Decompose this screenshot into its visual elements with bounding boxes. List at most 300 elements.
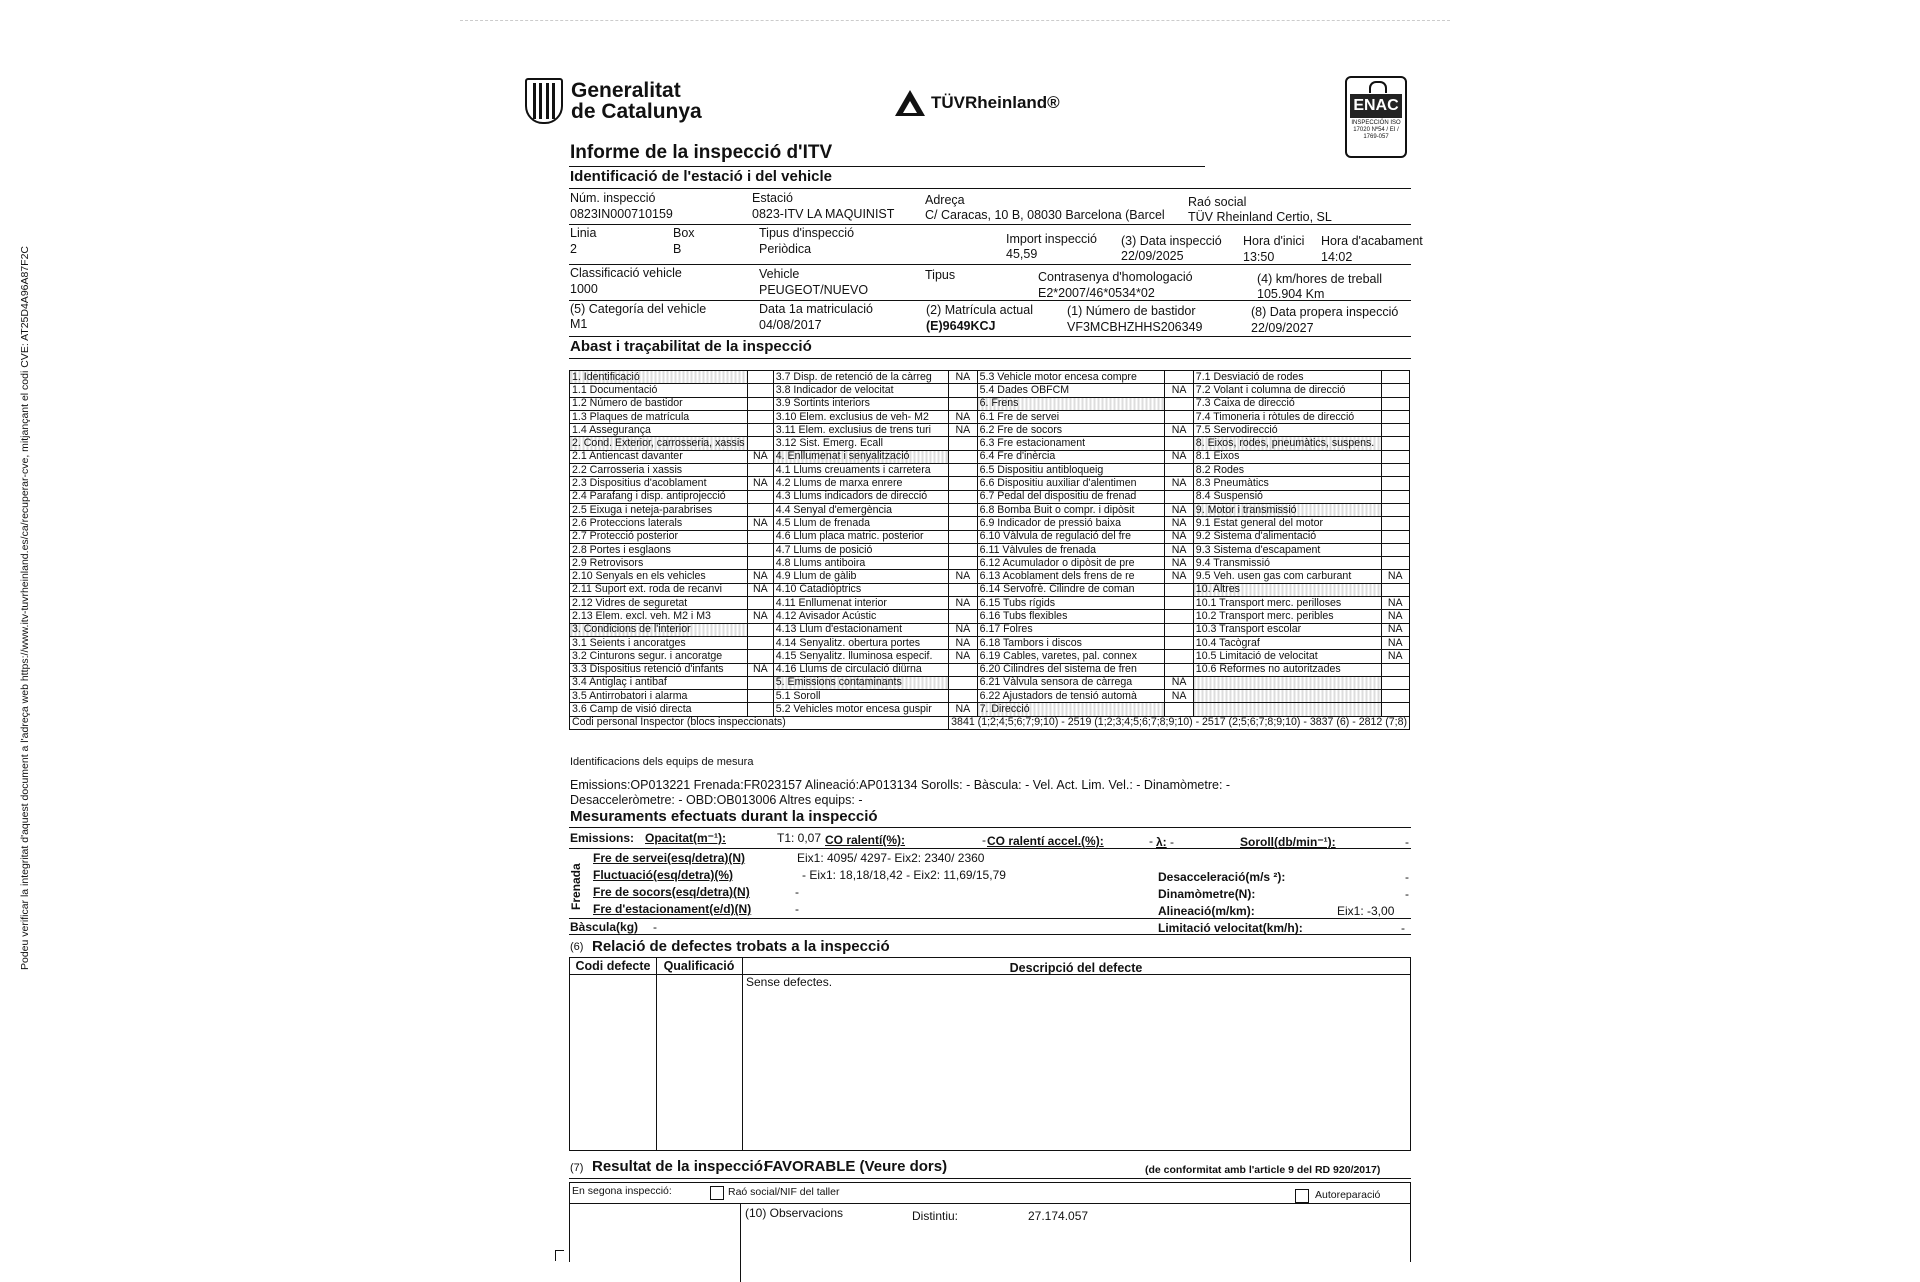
label-co-ralenti: CO ralentí(%):: [825, 833, 906, 847]
scope-na-cell: [949, 530, 977, 543]
tuv-name: TÜVRheinland®: [931, 93, 1060, 112]
col-codi-defecte: Codi defecte: [575, 959, 651, 973]
scope-na-cell: [747, 690, 773, 703]
scope-item-cell: 2.4 Parafang i disp. antiprojecció: [570, 490, 748, 503]
page-title: Informe de la inspecció d'ITV: [570, 142, 833, 163]
scope-na-cell: [949, 517, 977, 530]
scope-row: [570, 384, 1410, 397]
scope-item-cell: 2.3 Dispositius d'acoblament: [570, 477, 748, 490]
scope-row: [570, 503, 1410, 516]
scope-item-cell: 9.5 Veh. usen gas com carburant: [1193, 570, 1381, 583]
label-bastidor: (1) Número de bastidor: [1067, 304, 1196, 318]
scope-item-cell: 6.9 Indicador de pressió baixa: [977, 517, 1165, 530]
scope-item-cell: 6.4 Fre d'inèrcia: [977, 450, 1165, 463]
label-distintiu: Distintiu:: [912, 1209, 959, 1223]
scope-na-cell: NA: [747, 477, 773, 490]
scope-item-cell: 3.11 Elem. exclusius de trens turi: [773, 424, 948, 437]
scan-top-edge: [460, 20, 1450, 21]
label-tipus: Tipus: [925, 268, 956, 282]
scope-item-cell: 6.22 Ajustadors de tensió automà: [977, 690, 1165, 703]
scope-item-cell: 10. Altres: [1193, 583, 1381, 596]
label-rao-taller: Raó social/NIF del taller: [728, 1186, 840, 1198]
rao-social-checkbox[interactable]: [710, 1186, 724, 1200]
defects-number: (6): [570, 941, 584, 953]
scope-na-cell: NA: [1381, 610, 1410, 623]
value-adreca: C/ Caracas, 10 B, 08030 Barcelona (Barcel: [925, 208, 1165, 222]
scope-item-cell: 3.3 Dispositius retenció d'infants: [570, 663, 748, 676]
scope-na-cell: [1381, 410, 1410, 423]
scope-na-cell: [1381, 464, 1410, 477]
col-descripcio: Descripció del defecte: [1009, 961, 1143, 975]
value-km: 105.904 Km: [1257, 287, 1325, 301]
scope-na-cell: [1165, 610, 1193, 623]
scope-item-cell: 3.6 Camp de visió directa: [570, 703, 748, 716]
scope-item-cell: 6.15 Tubs rígids: [977, 597, 1165, 610]
scope-item-cell: 6.13 Acoblament dels frens de re: [977, 570, 1165, 583]
scope-item-cell: 1.4 Assegurança: [570, 424, 748, 437]
label-adreca: Adreça: [925, 193, 965, 207]
value-estacio: 0823-ITV LA MAQUINIST: [752, 207, 895, 221]
scope-na-cell: [1381, 543, 1410, 556]
label-classificacio: Classificació vehicle: [570, 266, 682, 280]
scope-item-cell: 6.10 Vàlvula de regulació del fre: [977, 530, 1165, 543]
enac-seal: [1345, 76, 1407, 158]
scope-na-cell: NA: [1381, 636, 1410, 649]
scope-na-cell: NA: [747, 450, 773, 463]
scope-item-cell: 4.9 Llum de gàlib: [773, 570, 948, 583]
scope-row: [570, 450, 1410, 463]
label-soroll: Soroll(db/min⁻¹):: [1240, 835, 1336, 849]
scope-item-cell: 9.2 Sistema d'alimentació: [1193, 530, 1381, 543]
label-lambda: λ:: [1156, 835, 1167, 849]
scope-item-cell: [1193, 676, 1381, 689]
enac-sub: INSPECCIÓN ISO 17020 Nº54 / EI / 1769-057: [1351, 120, 1401, 140]
scope-na-cell: NA: [1381, 570, 1410, 583]
scope-item-cell: 1.3 Plaques de matrícula: [570, 410, 748, 423]
value-matricula: (E)9649KCJ: [926, 319, 996, 333]
scope-item-cell: 4.15 Senyalitz. lluminosa especif.: [773, 650, 948, 663]
scope-row: [570, 703, 1410, 716]
scope-na-cell: NA: [949, 636, 977, 649]
label-hora-acabament: Hora d'acabament: [1321, 234, 1423, 248]
scope-row: [570, 437, 1410, 450]
scope-item-cell: 9.4 Transmissió: [1193, 557, 1381, 570]
itv-report-page: [515, 68, 1423, 1260]
label-segona-inspeccio: En segona inspecció:: [572, 1185, 672, 1197]
value-classificacio: 1000: [570, 282, 598, 296]
scope-row: [570, 636, 1410, 649]
scope-item-cell: 2.11 Suport ext. roda de recanvi: [570, 583, 748, 596]
scope-na-cell: NA: [1165, 503, 1193, 516]
scope-na-cell: [1165, 437, 1193, 450]
scope-row: [570, 676, 1410, 689]
value-import: 45,59: [1006, 247, 1038, 261]
scope-item-cell: 6.21 Vàlvula sensora de càrrega: [977, 676, 1165, 689]
scope-item-cell: 6.16 Tubs flexibles: [977, 610, 1165, 623]
value-hora-inici: 13:50: [1243, 250, 1275, 264]
scope-na-cell: NA: [747, 610, 773, 623]
scope-na-cell: [949, 610, 977, 623]
scope-item-cell: 7.2 Volant i columna de direcció: [1193, 384, 1381, 397]
value-propera-inspeccio: 22/09/2027: [1251, 321, 1314, 335]
label-rao-social: Raó social: [1188, 195, 1247, 209]
scope-na-cell: [949, 690, 977, 703]
scope-row: [570, 464, 1410, 477]
scope-na-cell: NA: [1381, 623, 1410, 636]
label-emissions: Emissions:: [570, 831, 635, 845]
scope-item-cell: 10.4 Tacògraf: [1193, 636, 1381, 649]
scope-item-cell: 4.3 Llums indicadors de direcció: [773, 490, 948, 503]
scope-na-cell: NA: [1165, 477, 1193, 490]
value-categoria: M1: [570, 317, 588, 331]
generalitat-line1: Generalitat: [571, 79, 681, 102]
scope-na-cell: [949, 663, 977, 676]
scope-item-cell: 6.6 Dispositiu auxiliar d'alentimen: [977, 477, 1165, 490]
scope-na-cell: [949, 676, 977, 689]
value-soroll: -: [1405, 835, 1409, 849]
scope-na-cell: [1381, 517, 1410, 530]
scope-na-cell: NA: [949, 623, 977, 636]
scope-na-cell: NA: [747, 663, 773, 676]
scope-na-cell: [747, 676, 773, 689]
label-fre-socors: Fre de socors(esq/detra)(N): [593, 885, 750, 899]
value-alineacio: Eix1: -3,00: [1337, 904, 1395, 918]
scope-na-cell: [1165, 490, 1193, 503]
label-matricula: (2) Matrícula actual: [926, 303, 1033, 317]
scope-na-cell: [1165, 650, 1193, 663]
scope-na-cell: [1165, 623, 1193, 636]
scope-item-cell: 6.17 Folres: [977, 623, 1165, 636]
value-limitacio: -: [1401, 921, 1405, 935]
value-data-matriculacio: 04/08/2017: [759, 318, 822, 332]
scope-item-cell: 8.3 Pneumàtics: [1193, 477, 1381, 490]
autoreparacio-checkbox[interactable]: [1295, 1189, 1309, 1203]
scope-item-cell: 2.8 Portes i esglaons: [570, 543, 748, 556]
scope-na-cell: NA: [1165, 384, 1193, 397]
label-linia: Linia: [570, 226, 597, 240]
scope-na-cell: [949, 384, 977, 397]
scope-item-cell: 8.1 Eixos: [1193, 450, 1381, 463]
scope-row: [570, 663, 1410, 676]
value-contrasenya: E2*2007/46*0534*02: [1038, 286, 1155, 300]
scope-item-cell: 4.7 Llums de posició: [773, 543, 948, 556]
scope-item-cell: 4.14 Senyalitz. obertura portes: [773, 636, 948, 649]
crown-icon: [1369, 81, 1387, 93]
label-data-matriculacio: Data 1a matriculació: [759, 302, 873, 316]
cve-side-note: Podeu verificar la integritat d'aquest document a l'adreça web https://www.itv-tuvrheinland.es/ca/recuperar-cve, mitjançant el codi CVE: AT25D4A96A87F2C: [19, 245, 31, 970]
label-alineacio: Alineació(m/km):: [1158, 904, 1255, 918]
scope-na-cell: [949, 450, 977, 463]
label-km: (4) km/hores de treball: [1257, 272, 1383, 286]
scope-na-cell: [949, 557, 977, 570]
scope-item-cell: 7.1 Desviació de rodes: [1193, 371, 1381, 384]
section-defects-title: Relació de defectes trobats a la inspecció: [592, 938, 890, 955]
section-scope-title: Abast i traçabilitat de la inspecció: [570, 338, 812, 355]
scope-item-cell: 6. Frens: [977, 397, 1165, 410]
label-observacions: (10) Observacions: [745, 1206, 844, 1220]
value-data-inspeccio: 22/09/2025: [1121, 249, 1184, 263]
scope-na-cell: [1381, 703, 1410, 716]
value-desacc: -: [1405, 870, 1409, 884]
scope-item-cell: 6.2 Fre de socors: [977, 424, 1165, 437]
result-value: FAVORABLE (Veure dors): [764, 1158, 948, 1175]
scope-item-cell: 3.9 Sortints interiors: [773, 397, 948, 410]
scope-item-cell: 3.7 Disp. de retenció de la càrreg: [773, 371, 948, 384]
scope-item-cell: 2.9 Retrovisors: [570, 557, 748, 570]
scope-item-cell: 3.2 Cinturons segur. i ancoratge: [570, 650, 748, 663]
scope-table: [569, 370, 1410, 730]
scope-na-cell: [949, 543, 977, 556]
scope-na-cell: [747, 703, 773, 716]
scope-item-cell: 2.5 Eixuga i neteja-parabrises: [570, 503, 748, 516]
label-estacio: Estació: [752, 191, 793, 205]
scope-item-cell: 2.10 Senyals en els vehicles: [570, 570, 748, 583]
label-fluctuacio: Fluctuació(esq/detra)(%): [593, 868, 734, 882]
scope-na-cell: [1165, 636, 1193, 649]
section-measurements-title: Mesuraments efectuats durant la inspecció: [570, 808, 878, 825]
scope-na-cell: [1381, 530, 1410, 543]
generalitat-emblem-icon: [525, 78, 563, 124]
tuv-triangle-icon: [895, 90, 925, 116]
scope-row: [570, 490, 1410, 503]
scope-item-cell: 4.12 Avisador Acústic: [773, 610, 948, 623]
value-co-accel: -: [1149, 834, 1153, 848]
scope-na-cell: [1381, 676, 1410, 689]
scope-item-cell: 4.5 Llum de frenada: [773, 517, 948, 530]
inspector-row: [570, 716, 1410, 729]
scope-item-cell: 3.8 Indicador de velocitat: [773, 384, 948, 397]
scope-row: [570, 650, 1410, 663]
scope-na-cell: [1165, 583, 1193, 596]
scope-item-cell: 9.3 Sistema d'escapament: [1193, 543, 1381, 556]
scope-row: [570, 597, 1410, 610]
frenada-label: Frenada: [569, 863, 583, 911]
scope-na-cell: [747, 437, 773, 450]
scope-na-cell: NA: [949, 410, 977, 423]
label-bascula: Bàscula(kg): [570, 920, 639, 934]
scope-na-cell: NA: [747, 517, 773, 530]
section-vehicle-title: Identificació de l'estació i del vehicle: [570, 168, 832, 185]
scope-na-cell: NA: [747, 570, 773, 583]
label-tipus-inspeccio: Tipus d'inspecció: [759, 226, 855, 240]
scope-na-cell: [1165, 410, 1193, 423]
label-dinamometre: Dinamòmetre(N):: [1158, 887, 1256, 901]
value-box: B: [673, 242, 682, 256]
scope-item-cell: 4. Enllumenat i senyalització: [773, 450, 948, 463]
scope-item-cell: 6.3 Fre estacionament: [977, 437, 1165, 450]
scope-na-cell: [747, 397, 773, 410]
scope-row: [570, 570, 1410, 583]
scope-row: [570, 543, 1410, 556]
scope-na-cell: NA: [949, 570, 977, 583]
scope-na-cell: [1381, 371, 1410, 384]
scope-na-cell: NA: [949, 650, 977, 663]
scope-na-cell: [1381, 690, 1410, 703]
scope-na-cell: [949, 503, 977, 516]
scope-item-cell: 8. Eixos, rodes, pneumàtics, suspens.: [1193, 437, 1381, 450]
scope-row: [570, 623, 1410, 636]
scope-item-cell: 6.5 Dispositiu antibloqueig: [977, 464, 1165, 477]
value-lambda: -: [1170, 835, 1174, 849]
scope-item-cell: 5.2 Vehicles motor encesa guspir: [773, 703, 948, 716]
scope-na-cell: [1165, 464, 1193, 477]
result-number: (7): [570, 1162, 584, 1174]
scope-na-cell: [1165, 597, 1193, 610]
second-inspection-box: [569, 1182, 1411, 1262]
scope-item-cell: 6.12 Acumulador o dipòsit de pre: [977, 557, 1165, 570]
scope-item-cell: 4.4 Senyal d'emergència: [773, 503, 948, 516]
scope-item-cell: 7. Direcció: [977, 703, 1165, 716]
label-co-accel: CO ralentí accel.(%):: [987, 834, 1104, 848]
scope-na-cell: [949, 397, 977, 410]
result-label: Resultat de la inspecció:: [592, 1158, 768, 1175]
scope-item-cell: 4.16 Llums de circulació diürna: [773, 663, 948, 676]
value-fre-estac: -: [795, 902, 799, 916]
scope-na-cell: NA: [949, 597, 977, 610]
scope-na-cell: [949, 490, 977, 503]
scope-na-cell: NA: [1165, 676, 1193, 689]
equipment-line2: Desacceleròmetre: - OBD:OB013006 Altres equips: -: [570, 793, 863, 807]
label-propera-inspeccio: (8) Data propera inspecció: [1251, 305, 1399, 319]
scope-item-cell: 6.1 Fre de servei: [977, 410, 1165, 423]
scope-na-cell: [747, 490, 773, 503]
scope-item-cell: 4.10 Catadiòptrics: [773, 583, 948, 596]
scope-na-cell: [949, 583, 977, 596]
scope-na-cell: NA: [949, 703, 977, 716]
defects-table: [569, 957, 1411, 1151]
scope-na-cell: NA: [1165, 424, 1193, 437]
scope-item-cell: 10.3 Transport escolar: [1193, 623, 1381, 636]
scope-item-cell: [1193, 703, 1381, 716]
scope-item-cell: 3.1 Seients i ancoratges: [570, 636, 748, 649]
scope-na-cell: [1165, 663, 1193, 676]
scope-item-cell: 10.1 Transport merc. perilloses: [1193, 597, 1381, 610]
scope-na-cell: [949, 464, 977, 477]
label-contrasenya: Contrasenya d'homologació: [1038, 270, 1193, 284]
scope-na-cell: NA: [1165, 543, 1193, 556]
scope-item-cell: 6.18 Tambors i discos: [977, 636, 1165, 649]
scope-item-cell: 9.1 Estat general del motor: [1193, 517, 1381, 530]
scope-item-cell: 5.1 Soroll: [773, 690, 948, 703]
value-num-inspeccio: 0823IN000710159: [570, 207, 673, 221]
generalitat-line2: de Catalunya: [571, 100, 702, 123]
scope-item-cell: 1. Identificació: [570, 371, 748, 384]
scope-item-cell: 6.19 Cables, varetes, pal. connex: [977, 650, 1165, 663]
scope-na-cell: [747, 557, 773, 570]
value-opacitat: T1: 0,07: [777, 831, 822, 845]
scope-na-cell: [747, 530, 773, 543]
scope-item-cell: 9. Motor i transmissió: [1193, 503, 1381, 516]
value-fre-servei: Eix1: 4095/ 4297- Eix2: 2340/ 2360: [797, 851, 985, 865]
scope-item-cell: 6.14 Servofrè. Cilindre de coman: [977, 583, 1165, 596]
scope-item-cell: 2.7 Protecció posterior: [570, 530, 748, 543]
scope-na-cell: [747, 636, 773, 649]
label-fre-servei: Fre de servei(esq/detra)(N): [593, 851, 746, 865]
label-fre-estac: Fre d'estacionament(e/d)(N): [593, 902, 752, 916]
generalitat-logo: [525, 78, 702, 124]
scope-na-cell: [1381, 437, 1410, 450]
label-hora-inici: Hora d'inici: [1243, 234, 1305, 248]
scope-item-cell: 4.6 Llum placa matric. posterior: [773, 530, 948, 543]
scope-na-cell: [1165, 397, 1193, 410]
scope-na-cell: NA: [1381, 597, 1410, 610]
scope-na-cell: NA: [1165, 517, 1193, 530]
scope-item-cell: 2.13 Elem. excl. veh. M2 i M3: [570, 610, 748, 623]
scope-na-cell: [1381, 397, 1410, 410]
scope-na-cell: NA: [1165, 530, 1193, 543]
defect-description: Sense defectes.: [746, 975, 833, 989]
label-data-inspeccio: (3) Data inspecció: [1121, 234, 1222, 248]
scope-na-cell: [747, 384, 773, 397]
scope-row: [570, 583, 1410, 596]
label-box: Box: [673, 226, 695, 240]
scope-item-cell: 6.20 Cilindres del sistema de fren: [977, 663, 1165, 676]
scope-row: [570, 557, 1410, 570]
scope-item-cell: 2. Cond. Exterior, carrosseria, xassis: [570, 437, 748, 450]
scope-na-cell: NA: [1165, 450, 1193, 463]
scope-na-cell: [1381, 557, 1410, 570]
scope-na-cell: [747, 503, 773, 516]
value-distintiu: 27.174.057: [1028, 1209, 1089, 1223]
scope-na-cell: [949, 437, 977, 450]
scope-na-cell: NA: [949, 424, 977, 437]
value-dinamometre: -: [1405, 887, 1409, 901]
scope-item-cell: 2.2 Carrosseria i xassis: [570, 464, 748, 477]
scope-na-cell: [1381, 490, 1410, 503]
scope-item-cell: 7.3 Caixa de direcció: [1193, 397, 1381, 410]
scope-item-cell: 4.8 Llums antiboira: [773, 557, 948, 570]
scope-na-cell: [747, 543, 773, 556]
label-limitacio: Limitació velocitat(km/h):: [1158, 921, 1303, 935]
scope-item-cell: 3.10 Elem. exclusius de veh- M2: [773, 410, 948, 423]
scope-na-cell: [1165, 703, 1193, 716]
scope-item-cell: 2.6 Proteccions laterals: [570, 517, 748, 530]
enac-label: ENAC: [1350, 94, 1402, 118]
scope-na-cell: [1381, 424, 1410, 437]
scope-item-cell: 3.4 Antiglaç i antibaf: [570, 676, 748, 689]
frenada-block: [569, 848, 591, 926]
scope-na-cell: [1381, 450, 1410, 463]
col-qualificacio: Qualificació: [663, 959, 735, 973]
label-categoria: (5) Categoría del vehicle: [570, 302, 707, 316]
scope-na-cell: NA: [1381, 650, 1410, 663]
scope-item-cell: 7.5 Servodirecció: [1193, 424, 1381, 437]
scope-na-cell: [1381, 384, 1410, 397]
scope-na-cell: [1165, 371, 1193, 384]
scope-item-cell: 3.5 Antirrobatori i alarma: [570, 690, 748, 703]
scope-item-cell: 6.7 Pedal del dispositiu de frenad: [977, 490, 1165, 503]
value-vehicle: PEUGEOT/NUEVO: [759, 283, 869, 297]
value-linia: 2: [570, 242, 577, 256]
scope-item-cell: 10.2 Transport merc. peribles: [1193, 610, 1381, 623]
scope-na-cell: [1381, 583, 1410, 596]
scope-na-cell: NA: [1165, 690, 1193, 703]
corner-mark: [555, 1250, 564, 1261]
value-bascula: -: [653, 920, 657, 934]
scope-na-cell: [747, 464, 773, 477]
result-note: (de conformitat amb l'article 9 del RD 920/2017): [1145, 1164, 1381, 1176]
scope-na-cell: NA: [1165, 557, 1193, 570]
scope-na-cell: [747, 371, 773, 384]
value-fre-socors: -: [795, 885, 799, 899]
scope-item-cell: 8.4 Suspensió: [1193, 490, 1381, 503]
label-import: Import inspecció: [1006, 232, 1098, 246]
scope-na-cell: [747, 410, 773, 423]
label-autoreparacio: Autoreparació: [1315, 1189, 1381, 1201]
scope-na-cell: NA: [1165, 570, 1193, 583]
scope-item-cell: 10.5 Limitació de velocitat: [1193, 650, 1381, 663]
scope-item-cell: 1.2 Número de bastidor: [570, 397, 748, 410]
